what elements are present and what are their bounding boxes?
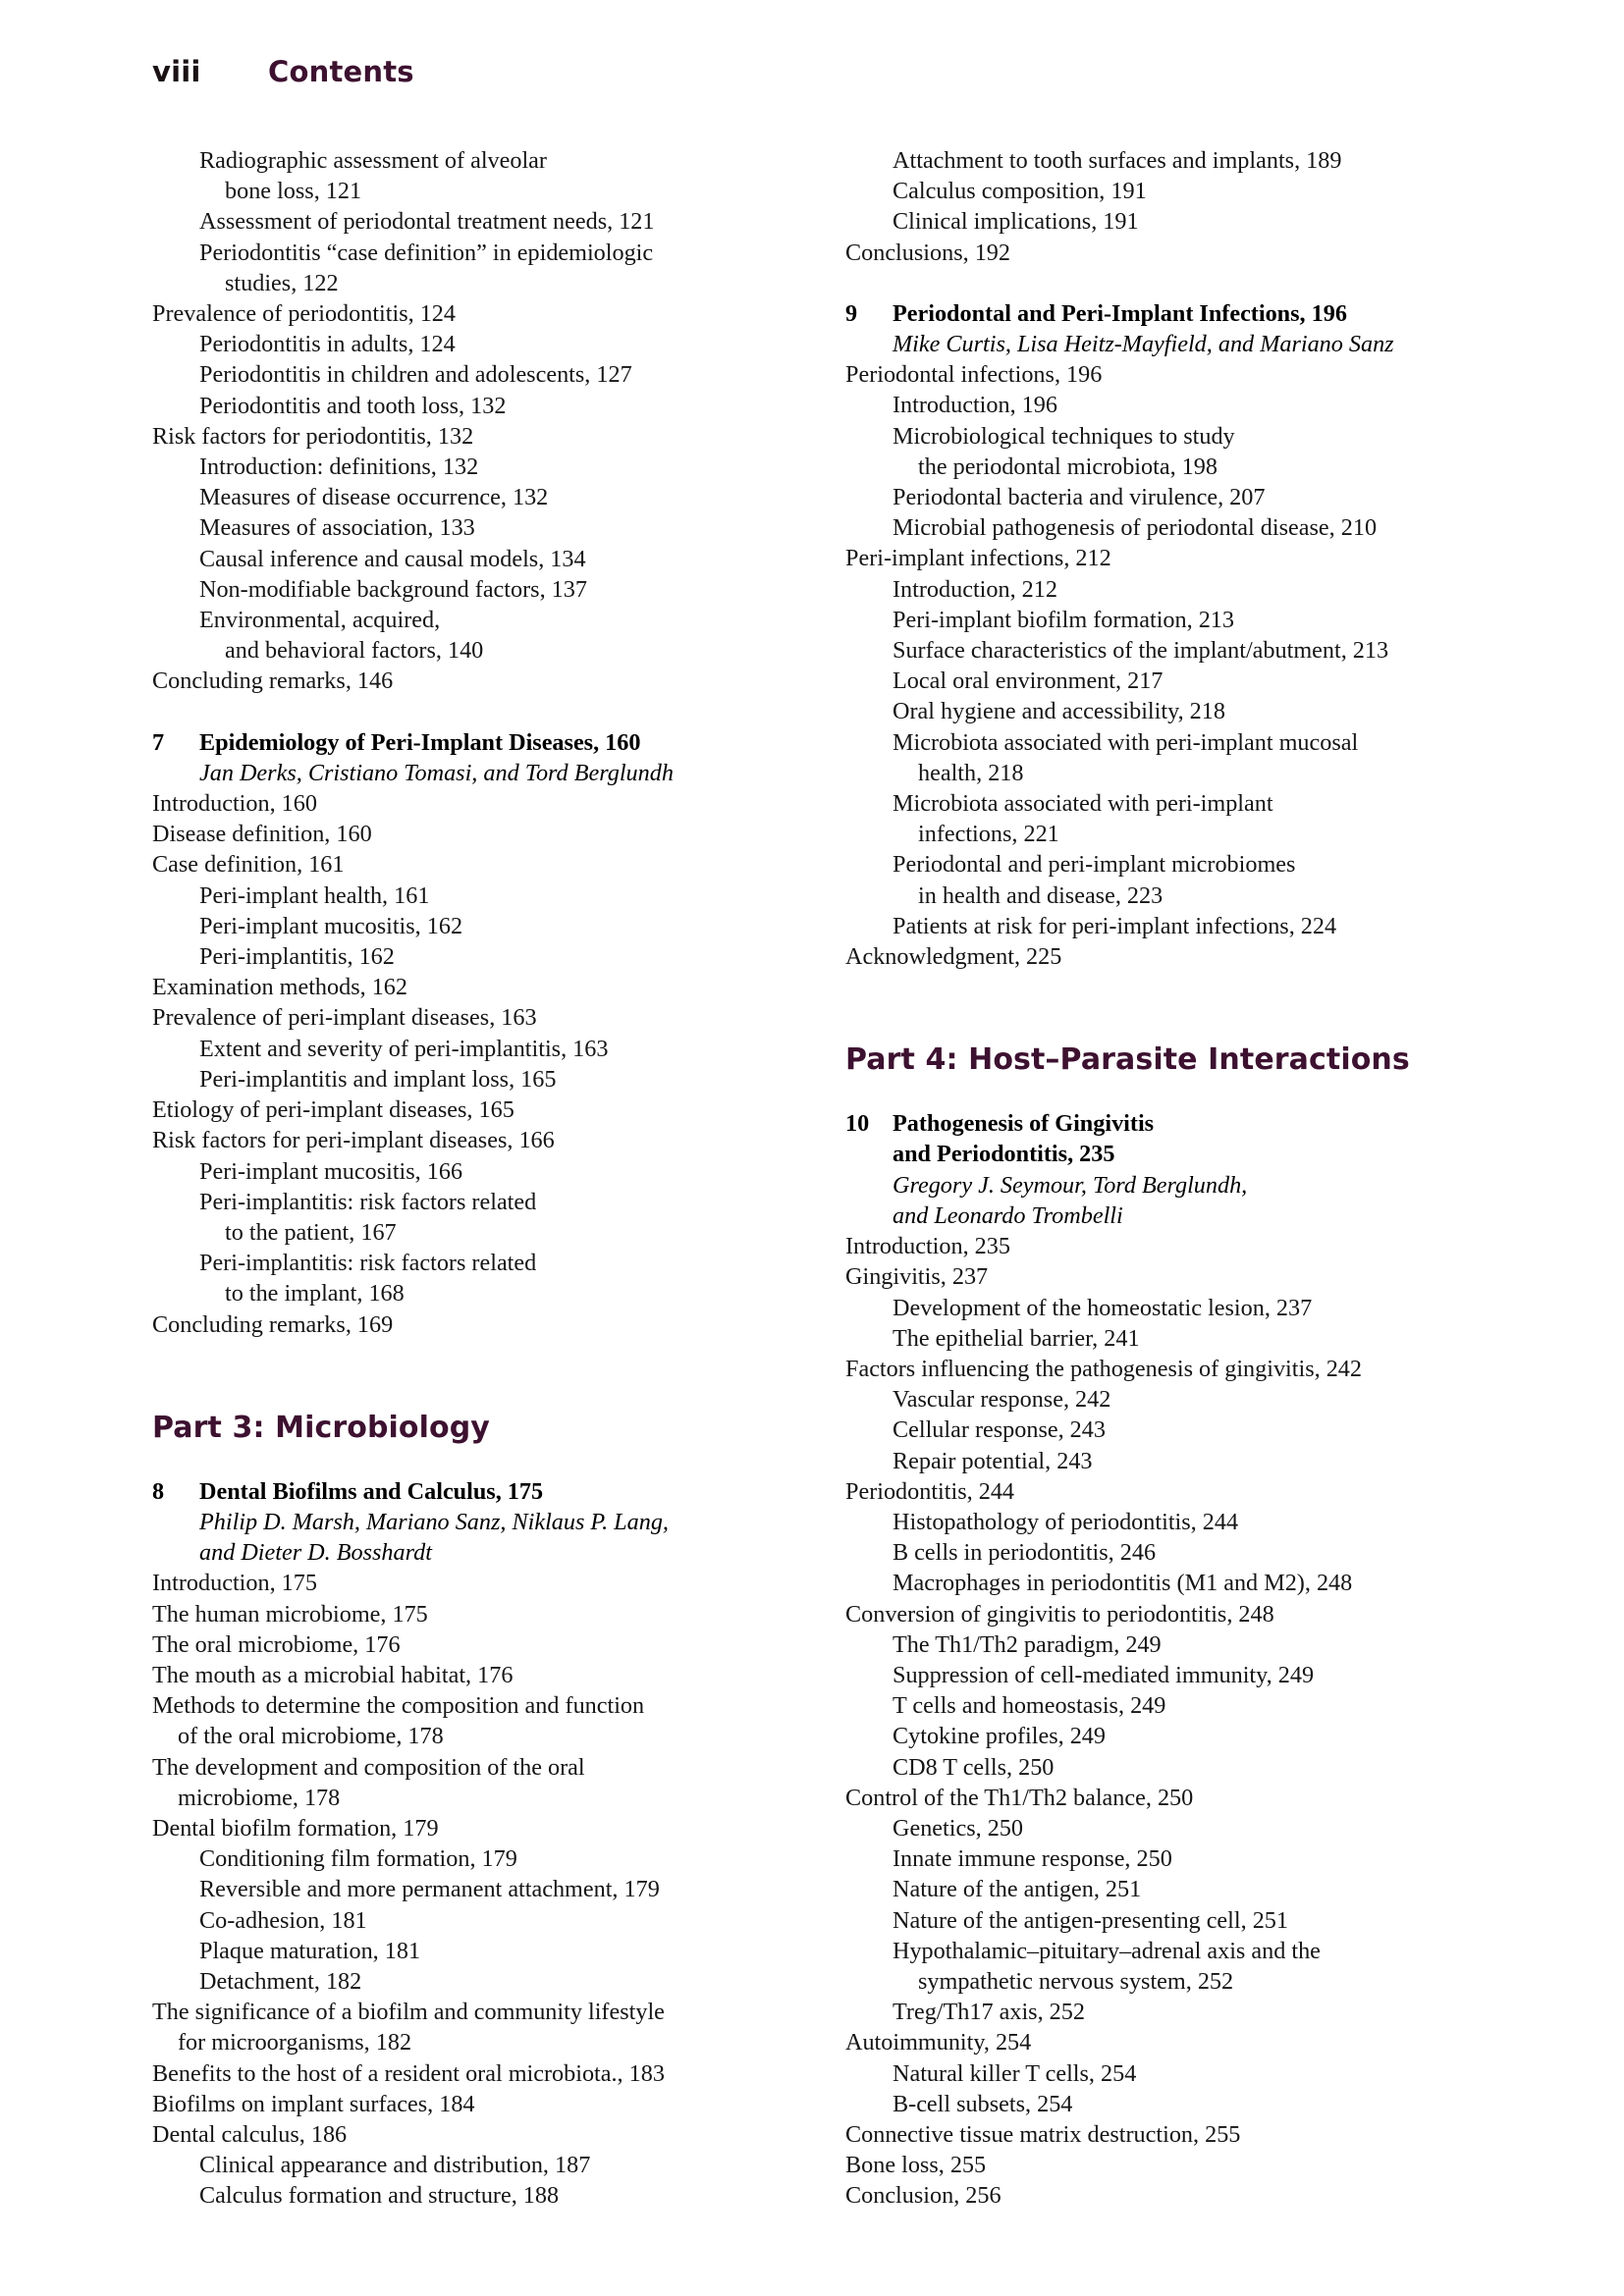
toc-entry[interactable]: Periodontitis “case definition” in epidemiologic <box>199 239 654 266</box>
toc-entry[interactable]: Acknowledgment, 225 <box>845 943 1062 971</box>
chapter-authors: Gregory J. Seymour, Tord Berglundh, <box>893 1171 1248 1199</box>
toc-entry[interactable]: Risk factors for peri-implant diseases, 166 <box>152 1127 555 1154</box>
toc-entry[interactable]: Peri-implant mucositis, 166 <box>199 1157 463 1185</box>
toc-entry[interactable]: Periodontal bacteria and virulence, 207 <box>893 484 1266 511</box>
toc-entry[interactable]: Oral hygiene and accessibility, 218 <box>893 698 1225 725</box>
toc-entry[interactable]: Calculus composition, 191 <box>893 178 1147 205</box>
toc-entry[interactable]: Treg/Th17 axis, 252 <box>893 1999 1085 2026</box>
toc-entry[interactable]: Control of the Th1/Th2 balance, 250 <box>845 1784 1194 1811</box>
toc-entry[interactable]: Attachment to tooth surfaces and implants, 189 <box>893 147 1342 174</box>
toc-entry[interactable]: Suppression of cell-mediated immunity, 249 <box>893 1661 1315 1688</box>
toc-entry[interactable]: Examination methods, 162 <box>152 974 407 1001</box>
part-heading-part-4-host-parasite-interactions: Part 4: Host–Parasite Interactions <box>845 1042 1410 1078</box>
toc-entry[interactable]: Risk factors for periodontitis, 132 <box>152 422 474 450</box>
chapter-title: Pathogenesis of Gingivitis <box>893 1110 1155 1138</box>
toc-entry[interactable]: Introduction, 212 <box>893 575 1057 603</box>
toc-entry[interactable]: Innate immune response, 250 <box>893 1845 1172 1873</box>
toc-entry[interactable]: Reversible and more permanent attachment, 179 <box>199 1876 660 1903</box>
toc-entry[interactable]: Peri-implant infections, 212 <box>845 545 1111 572</box>
toc-entry[interactable]: Periodontal and peri-implant microbiomes <box>893 851 1296 879</box>
toc-entry[interactable]: Radiographic assessment of alveolar <box>199 147 547 174</box>
toc-entry[interactable]: for microorganisms, 182 <box>178 2029 412 2056</box>
toc-entry[interactable]: Extent and severity of peri-implantitis, 163 <box>199 1035 609 1062</box>
chapter-authors: and Dieter D. Bosshardt <box>199 1539 432 1567</box>
part-heading-part-3-microbiology: Part 3: Microbiology <box>152 1410 490 1445</box>
toc-entry[interactable]: health, 218 <box>918 759 1024 786</box>
chapter-authors: and Leonardo Trombelli <box>893 1201 1123 1229</box>
toc-entry[interactable]: Conversion of gingivitis to periodontitis, 248 <box>845 1600 1274 1628</box>
toc-entry[interactable]: Prevalence of periodontitis, 124 <box>152 300 456 328</box>
toc-entry[interactable]: Periodontitis, 244 <box>845 1477 1015 1505</box>
toc-columns <box>152 145 1473 2212</box>
toc-entry[interactable]: Methods to determine the composition and function <box>152 1692 645 1720</box>
toc-entry[interactable]: Hypothalamic–pituitary–adrenal axis and the <box>893 1937 1321 1964</box>
toc-entry[interactable]: to the patient, 167 <box>225 1218 397 1246</box>
toc-entry[interactable]: The oral microbiome, 176 <box>152 1630 401 1658</box>
toc-column-left <box>152 145 781 2212</box>
toc-entry[interactable]: Periodontal infections, 196 <box>845 361 1103 389</box>
toc-entry[interactable]: Bone loss, 255 <box>845 2152 987 2179</box>
toc-entry[interactable]: Microbiological techniques to study <box>893 422 1235 450</box>
toc-entry[interactable]: sympathetic nervous system, 252 <box>918 1967 1234 1995</box>
toc-entry[interactable]: Disease definition, 160 <box>152 821 372 848</box>
toc-entry[interactable]: Cytokine profiles, 249 <box>893 1723 1106 1750</box>
toc-entry[interactable]: Periodontitis and tooth loss, 132 <box>199 392 507 419</box>
chapter-title: Periodontal and Peri-Implant Infections, 196 <box>893 299 1347 327</box>
toc-chapter-pathogenesis-of-gingivitis[interactable] <box>845 1108 1474 1231</box>
toc-entry[interactable]: Nature of the antigen-presenting cell, 251 <box>893 1906 1288 1934</box>
toc-entry[interactable]: Local oral environment, 217 <box>893 667 1164 695</box>
toc-entry[interactable]: Case definition, 161 <box>152 851 345 879</box>
toc-entry[interactable]: B cells in periodontitis, 246 <box>893 1539 1157 1567</box>
toc-entry[interactable]: The epithelial barrier, 241 <box>893 1324 1140 1352</box>
toc-entry[interactable]: studies, 122 <box>225 269 339 296</box>
toc-entry[interactable]: Detachment, 182 <box>199 1967 362 1995</box>
page-title: Contents <box>268 55 414 88</box>
toc-entry[interactable]: Peri-implantitis: risk factors related <box>199 1188 537 1215</box>
chapter-title: Epidemiology of Peri-Implant Diseases, 160 <box>199 728 641 756</box>
toc-entry[interactable]: Development of the homeostatic lesion, 237 <box>893 1294 1313 1321</box>
toc-chapter-dental-biofilms-and-calculus-175[interactable] <box>152 1476 781 1569</box>
toc-entry[interactable]: Periodontitis in adults, 124 <box>199 331 456 358</box>
toc-entry[interactable]: infections, 221 <box>918 821 1059 848</box>
toc-entry[interactable]: and behavioral factors, 140 <box>225 637 484 665</box>
running-head <box>152 55 414 88</box>
toc-entry[interactable]: Introduction, 160 <box>152 790 317 818</box>
toc-entry[interactable]: Autoimmunity, 254 <box>845 2029 1032 2056</box>
toc-entry[interactable]: Genetics, 250 <box>893 1814 1023 1842</box>
toc-entry[interactable]: Conclusions, 192 <box>845 239 1010 266</box>
toc-entry[interactable]: Measures of disease occurrence, 132 <box>199 484 549 511</box>
toc-entry[interactable]: Peri-implantitis, 162 <box>199 943 395 971</box>
toc-entry[interactable]: Nature of the antigen, 251 <box>893 1876 1142 1903</box>
chapter-title-line <box>845 298 1474 329</box>
toc-entry[interactable]: B-cell subsets, 254 <box>893 2090 1073 2117</box>
toc-entry[interactable]: of the oral microbiome, 178 <box>178 1723 444 1750</box>
toc-entry[interactable]: Benefits to the host of a resident oral microbiota., 183 <box>152 2059 665 2087</box>
toc-entry[interactable]: Microbial pathogenesis of periodontal disease, 210 <box>893 514 1378 542</box>
toc-entry[interactable]: Surface characteristics of the implant/abutment, 213 <box>893 637 1389 665</box>
toc-entry[interactable]: in health and disease, 223 <box>918 881 1164 909</box>
toc-entry[interactable]: microbiome, 178 <box>178 1784 341 1811</box>
toc-entry[interactable]: CD8 T cells, 250 <box>893 1753 1055 1781</box>
toc-entry[interactable]: Introduction, 175 <box>152 1570 317 1597</box>
toc-entry[interactable]: Biofilms on implant surfaces, 184 <box>152 2090 475 2117</box>
chapter-title-line <box>152 727 781 758</box>
toc-entry[interactable]: Introduction, 235 <box>845 1233 1010 1260</box>
toc-chapter-periodontal-and-peri-implant-infections-196[interactable] <box>845 298 1474 359</box>
toc-entry[interactable]: Macrophages in periodontitis (M1 and M2), 248 <box>893 1570 1353 1597</box>
toc-entry[interactable]: Introduction: definitions, 132 <box>199 454 479 481</box>
chapter-authors: Mike Curtis, Lisa Heitz-Mayfield, and Mariano Sanz <box>893 331 1394 358</box>
toc-entry[interactable]: Peri-implant biofilm formation, 213 <box>893 606 1234 633</box>
toc-entry[interactable]: Gingivitis, 237 <box>845 1263 989 1291</box>
chapter-authors: Philip D. Marsh, Mariano Sanz, Niklaus P. Lang, <box>199 1508 669 1535</box>
toc-entry[interactable]: Peri-implantitis: risk factors related <box>199 1250 537 1277</box>
toc-entry[interactable]: Causal inference and causal models, 134 <box>199 545 586 572</box>
toc-entry[interactable]: Conditioning film formation, 179 <box>199 1845 517 1873</box>
toc-entry[interactable]: Concluding remarks, 169 <box>152 1310 394 1338</box>
toc-entry[interactable]: Histopathology of periodontitis, 244 <box>893 1508 1239 1535</box>
toc-entry[interactable]: Cellular response, 243 <box>893 1416 1106 1444</box>
toc-entry[interactable]: to the implant, 168 <box>225 1280 405 1308</box>
toc-entry[interactable]: Natural killer T cells, 254 <box>893 2059 1137 2087</box>
toc-entry[interactable]: Factors influencing the pathogenesis of gingivitis, 242 <box>845 1355 1362 1382</box>
chapter-title-line <box>152 1476 781 1507</box>
page-folio: viii <box>152 55 201 88</box>
toc-entry[interactable]: Dental biofilm formation, 179 <box>152 1814 439 1842</box>
toc-entry[interactable]: T cells and homeostasis, 249 <box>893 1692 1166 1720</box>
toc-entry[interactable]: Measures of association, 133 <box>199 514 475 542</box>
chapter-number: 10 <box>845 1110 870 1138</box>
toc-entry[interactable]: Conclusion, 256 <box>845 2182 1001 2210</box>
toc-entry[interactable]: Vascular response, 242 <box>893 1386 1111 1414</box>
toc-entry[interactable]: The Th1/Th2 paradigm, 249 <box>893 1630 1162 1658</box>
chapter-number: 9 <box>845 299 858 327</box>
toc-entry[interactable]: Connective tissue matrix destruction, 255 <box>845 2120 1241 2148</box>
toc-entry[interactable]: Clinical appearance and distribution, 187 <box>199 2152 591 2179</box>
toc-entry[interactable]: Dental calculus, 186 <box>152 2120 348 2148</box>
toc-entry[interactable]: the periodontal microbiota, 198 <box>918 453 1218 480</box>
toc-entry[interactable]: Peri-implant mucositis, 162 <box>199 912 463 939</box>
toc-entry[interactable]: Peri-implant health, 161 <box>199 881 430 909</box>
toc-entry[interactable]: Introduction, 196 <box>893 392 1057 419</box>
toc-entry[interactable]: The significance of a biofilm and community lifestyle <box>152 1999 665 2026</box>
toc-entry[interactable]: The mouth as a microbial habitat, 176 <box>152 1661 514 1688</box>
toc-entry[interactable]: Clinical implications, 191 <box>893 208 1139 236</box>
toc-entry[interactable]: Assessment of periodontal treatment needs, 121 <box>199 208 655 236</box>
chapter-number: 7 <box>152 728 165 756</box>
toc-entry[interactable]: The human microbiome, 175 <box>152 1600 428 1628</box>
toc-entry[interactable]: The development and composition of the oral <box>152 1753 585 1781</box>
toc-entry[interactable]: Microbiota associated with peri-implant <box>893 790 1273 818</box>
chapter-title-line <box>845 1108 1474 1139</box>
chapter-authors: Jan Derks, Cristiano Tomasi, and Tord Berglundh <box>199 759 674 786</box>
toc-entry[interactable]: Microbiota associated with peri-implant mucosal <box>893 728 1359 756</box>
toc-entry[interactable]: Non-modifiable background factors, 137 <box>199 575 587 603</box>
toc-column-right <box>845 145 1474 2212</box>
toc-entry[interactable]: Plaque maturation, 181 <box>199 1937 421 1964</box>
toc-entry[interactable]: Prevalence of peri-implant diseases, 163 <box>152 1004 537 1032</box>
toc-entry[interactable]: Peri-implantitis and implant loss, 165 <box>199 1065 557 1093</box>
toc-entry[interactable]: bone loss, 121 <box>225 178 362 205</box>
toc-entry[interactable]: Environmental, acquired, <box>199 607 441 634</box>
toc-entry[interactable]: Concluding remarks, 146 <box>152 667 394 695</box>
toc-entry[interactable]: Etiology of peri-implant diseases, 165 <box>152 1096 514 1124</box>
toc-entry[interactable]: Co-adhesion, 181 <box>199 1906 367 1934</box>
chapter-number: 8 <box>152 1477 165 1505</box>
toc-chapter-epidemiology-of-peri-implant-diseases-160[interactable] <box>152 727 781 788</box>
toc-entry[interactable]: Calculus formation and structure, 188 <box>199 2182 560 2210</box>
chapter-title: Dental Biofilms and Calculus, 175 <box>199 1477 544 1505</box>
chapter-title-continuation: and Periodontitis, 235 <box>893 1141 1115 1168</box>
toc-entry[interactable]: Periodontitis in children and adolescents, 127 <box>199 361 632 389</box>
toc-entry[interactable]: Repair potential, 243 <box>893 1447 1093 1474</box>
toc-entry[interactable]: Patients at risk for peri-implant infections, 224 <box>893 912 1337 939</box>
